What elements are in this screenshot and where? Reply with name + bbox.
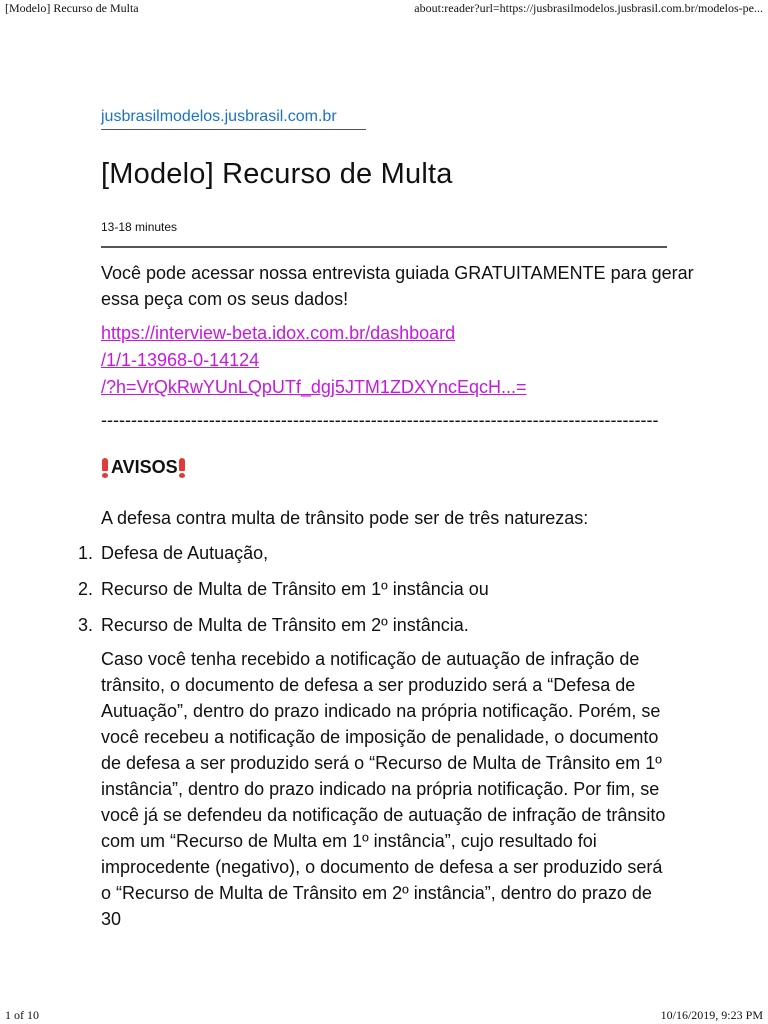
print-header-title: [Modelo] Recurso de Multa	[5, 1, 139, 15]
source-domain-link[interactable]: jusbrasilmodelos.jusbrasil.com.br	[101, 108, 366, 130]
warnings-heading-text: AVISOS	[111, 457, 178, 477]
exclamation-mark-icon	[179, 458, 185, 478]
list-item-text: Defesa de Autuação,	[101, 543, 269, 563]
list-item-number: 1.	[78, 543, 94, 563]
list-item-text: Recurso de Multa de Trânsito em 2º instância.	[101, 615, 469, 635]
page-number: 1 of 10	[5, 1008, 39, 1022]
print-footer	[0, 1008, 768, 1023]
dashed-separator: ---------------------------------------------------------------------------------------------	[101, 410, 659, 430]
print-header-url: about:reader?url=https://jusbrasilmodelos.jusbrasil.com.br/modelos-pe...	[414, 1, 763, 15]
list-item-number: 3.	[78, 615, 94, 635]
interview-link-line: /?h=VrQkRwYUnLQpUTf_dgj5JTM1ZDXYncEqcH...=	[101, 377, 527, 397]
exclamation-mark-icon	[102, 458, 108, 478]
print-datetime: 10/16/2019, 9:23 PM	[660, 1008, 763, 1022]
warnings-heading	[101, 457, 188, 478]
list-item-number: 2.	[78, 579, 94, 599]
interview-link-line: https://interview-beta.idox.com.br/dashboard	[101, 323, 456, 343]
interview-link[interactable]	[101, 320, 701, 401]
intro-paragraph: Você pode acessar nossa entrevista guiada GRATUITAMENTE para gerar essa peça com os seus dados!	[101, 263, 694, 309]
list-item	[78, 576, 489, 612]
print-header	[0, 1, 768, 16]
list-item	[78, 540, 489, 576]
header-divider	[101, 246, 667, 248]
explanation-paragraph: Caso você tenha recebido a notificação de autuação de infração de trânsito, o documento de defesa a ser produzido será a “Defesa de Autuação”, dentro do prazo indicado na própria notificação. Porém, se você recebeu a notificação de imposição de penalidade, o documento de defesa a ser produzido será o “Recurso de Multa de Trânsito em 1º instância”, dentro do prazo indicado na própria notificação. Por fim, se você já se defendeu da notificação de autuação de infração de trânsito com um “Recurso de Multa em 1º instância”, cujo resultado foi improcedente (negativo), o documento de defesa a ser produzido será o “Recurso de Multa de Trânsito em 2º instância”, dentro do prazo de 30	[101, 649, 666, 929]
list-item-text: Recurso de Multa de Trânsito em 1º instância ou	[101, 579, 489, 599]
interview-link-line: /1/1-13968-0-14124	[101, 350, 260, 370]
list-item	[78, 612, 489, 648]
article-title: [Modelo] Recurso de Multa	[101, 158, 453, 190]
lead-paragraph: A defesa contra multa de trânsito pode ser de três naturezas:	[101, 508, 589, 528]
defense-types-list	[78, 540, 489, 648]
reading-time: 13-18 minutes	[101, 220, 178, 234]
